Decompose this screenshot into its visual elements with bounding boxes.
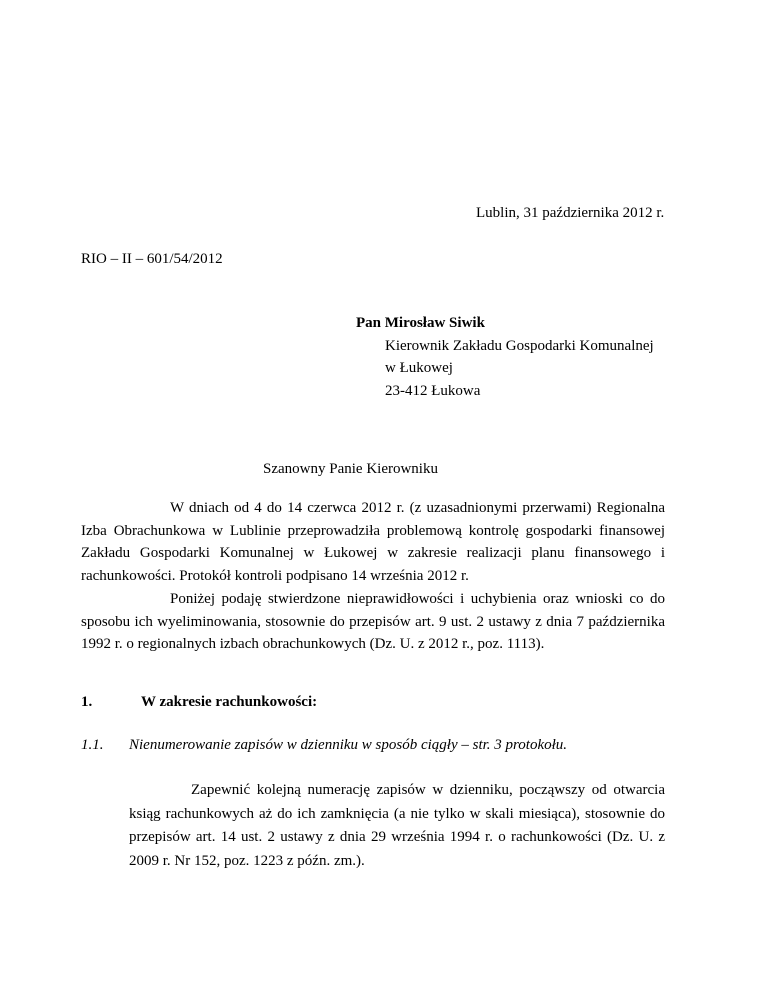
subsection-recommendation: Zapewnić kolejną numerację zapisów w dzienniku, począwszy od otwarcia ksiąg rachunkowych aż do ich zamknięcia (a nie tylko w skali miesiąca), stosownie do przepisów art. 14 ust. 2 ustawy z dnia 29 września 1994 r. o rachunkowości (Dz. U. z 2009 r. Nr 152, poz. 1223 z późn. zm.). xyxy=(129,782,665,869)
place-date: Lublin, 31 października 2012 r. xyxy=(476,205,665,221)
section-number: 1. xyxy=(81,694,93,710)
subsection-number: 1.1. xyxy=(81,737,104,753)
salutation: Szanowny Panie Kierowniku xyxy=(263,461,438,477)
intro-paragraph: W dniach od 4 do 14 czerwca 2012 r. (z uzasadnionymi przerwami) Regionalna Izba Obrachunkowa w Lublinie przeprowadziła problemową kontrolę gospodarki finansowej Zakładu Gospodarki Komunalnej w Łukowej w zakresie realizacji planu finansowego i rachunkowości. Protokół kontroli podpisano 14 września 2012 r. xyxy=(81,500,665,585)
addressee-position: Kierownik Zakładu Gospodarki Komunalnej xyxy=(385,338,654,354)
reference-number: RIO – II – 601/54/2012 xyxy=(81,251,223,267)
addressee-postal-address: 23-412 Łukowa xyxy=(385,383,481,399)
subsection-title: Nienumerowanie zapisów w dzienniku w sposób ciągły – str. 3 protokołu. xyxy=(129,737,568,753)
section-title: W zakresie rachunkowości: xyxy=(141,694,318,710)
addressee-name: Pan Mirosław Siwik xyxy=(356,315,485,331)
findings-paragraph: Poniżej podaję stwierdzone nieprawidłowości i uchybienia oraz wnioski co do sposobu ich wyeliminowania, stosownie do przepisów art. 9 ust. 2 ustawy z dnia 7 października 1992 r. o regionalnych izbach obrachunkowych (Dz. U. z 2012 r., poz. 1113). xyxy=(81,591,665,653)
addressee-locality: w Łukowej xyxy=(385,360,453,376)
